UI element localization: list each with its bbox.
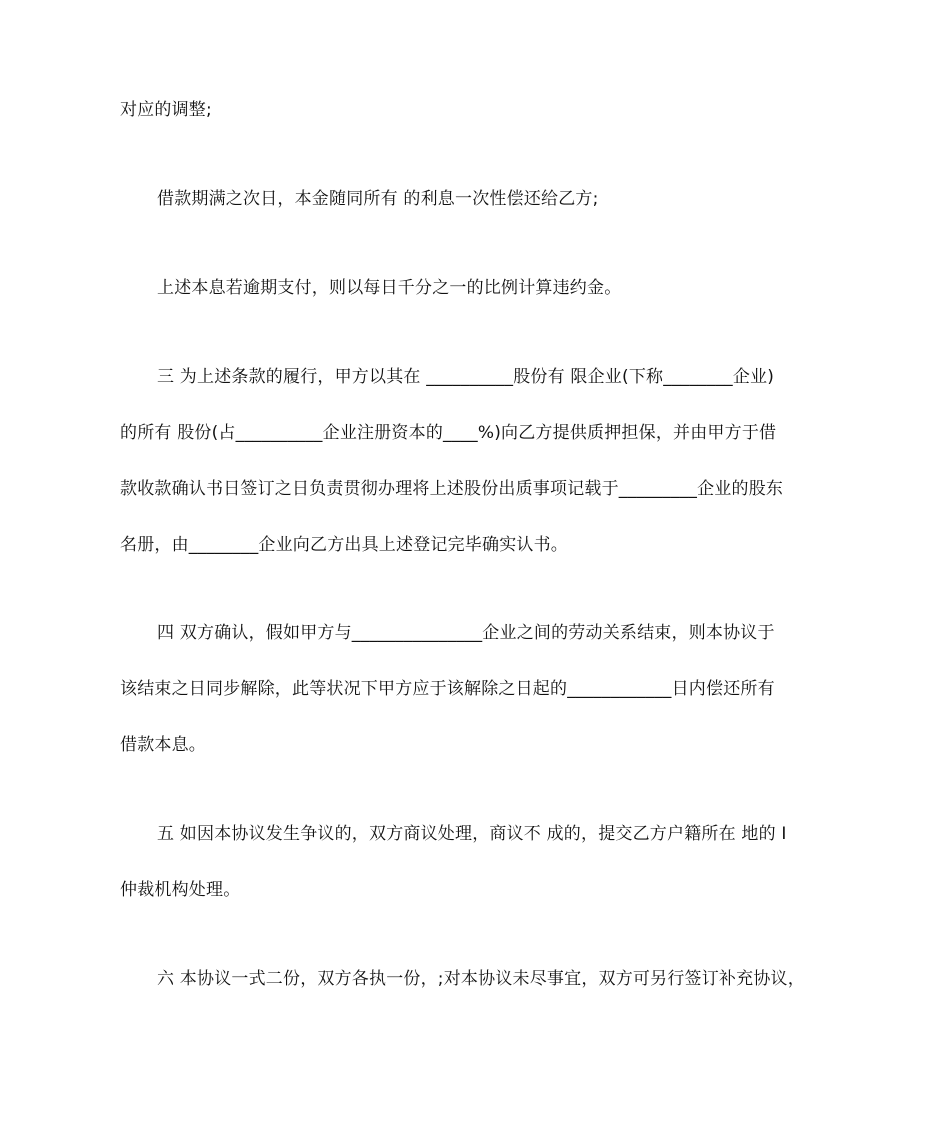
- text-line: 上述本息若逾期支付，则以每日千分之一的比例计算违约金。: [157, 278, 622, 298]
- text-line: 款收款确认书日签订之日负责贯彻办理将上述股份出质事项记载于_________企业的股东: [120, 479, 784, 499]
- text-line: 对应的调整;: [120, 100, 212, 120]
- text-line: 借款期满之次日，本金随同所有 的利息一次性偿还给乙方;: [157, 189, 599, 209]
- text-line: 借款本息。: [120, 735, 206, 755]
- text-line: 四 双方确认，假如甲方与_______________企业之间的劳动关系结束，则本协议于: [157, 623, 775, 643]
- text-line: 五 如因本协议发生争议的，双方商议处理，商议不 成的，提交乙方户籍所在 地的 I: [157, 824, 787, 844]
- text-line: 三 为上述条款的履行，甲方以其在 __________股份有 限企业(下称________企业): [157, 367, 775, 387]
- text-line: 仲裁机构处理。: [120, 880, 241, 900]
- text-line: 的所有 股份(占__________企业注册资本的____%)向乙方提供质押担保，并由甲方于借: [120, 423, 777, 443]
- text-line: 六 本协议一式二份，双方各执一份，;对本协议未尽事宜，双方可另行签订补充协议，: [157, 969, 805, 989]
- text-line: 该结束之日同步解除，此等状况下甲方应于该解除之日起的____________日内偿还所有: [120, 679, 775, 699]
- text-line: 名册，由________企业向乙方出具上述登记完毕确实认书。: [120, 535, 568, 555]
